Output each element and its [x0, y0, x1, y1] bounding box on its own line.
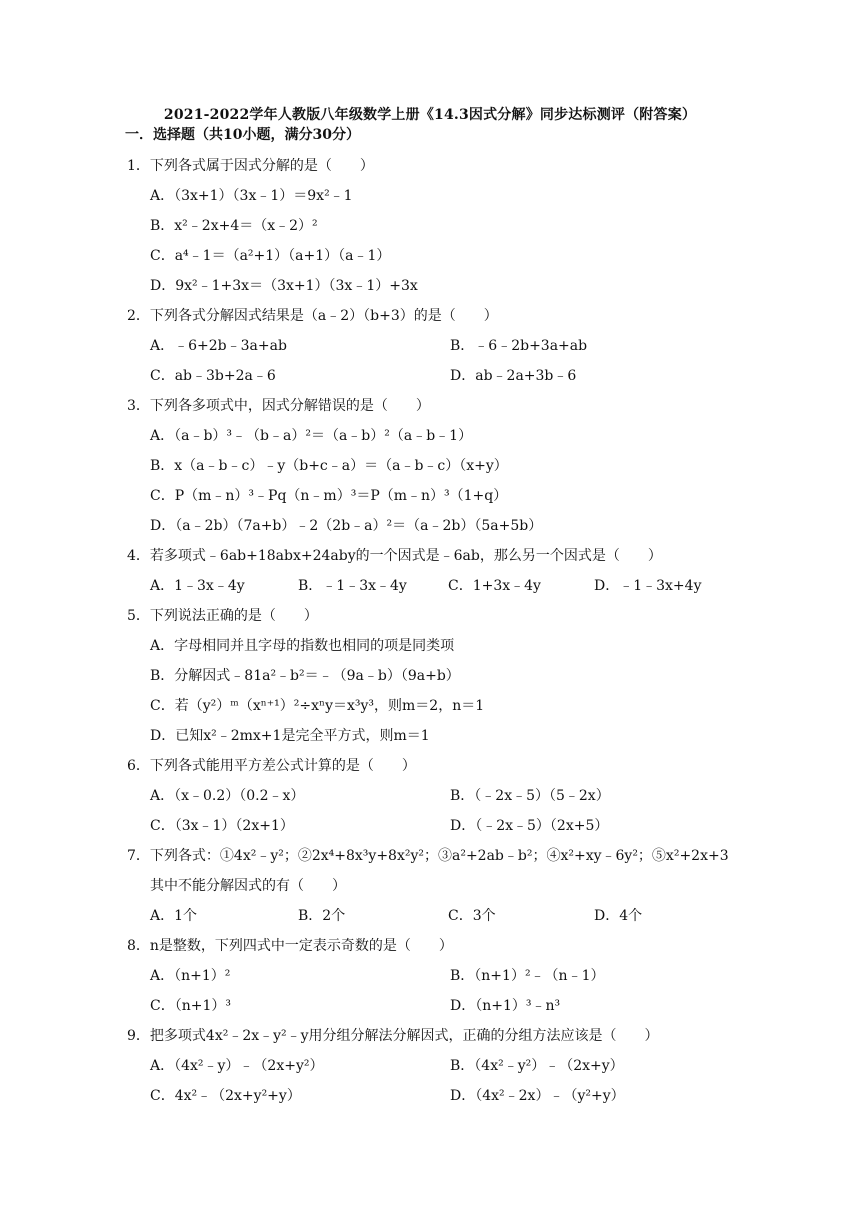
document-title: 2021-2022学年人教版八年级数学上册《14.3因式分解》同步达标测评（附答案） — [163, 107, 697, 123]
question-4-option-d: D．﹣1﹣3x+4y — [594, 578, 702, 594]
question-5-option-b: B．分解因式﹣81a²﹣b²＝﹣（9a﹣b）（9a+b） — [150, 668, 460, 684]
question-8-option-c: C．（n+1）³ — [150, 998, 231, 1014]
question-5-stem: 5．下列说法正确的是（ ） — [127, 608, 318, 624]
question-1-option-c: C．a⁴﹣1＝（a²+1）（a+1）（a﹣1） — [150, 248, 391, 264]
question-7-stem: 7．下列各式：①4x²﹣y²；②2x⁴+8x³y+8x²y²；③a²+2ab﹣b²；④x²+xy﹣6y²；⑤x²+2x+3 — [127, 848, 729, 864]
question-1-option-d: D．9x²﹣1+3x＝（3x+1）（3x﹣1）+3x — [150, 278, 418, 294]
question-8-option-d: D．（n+1）³﹣n³ — [450, 998, 561, 1014]
question-5-option-a: A．字母相同并且字母的指数也相同的项是同类项 — [150, 638, 455, 654]
question-3-option-d: D．（a﹣2b）（7a+b）﹣2（2b﹣a）²＝（a﹣2b）（5a+5b） — [150, 518, 543, 534]
section-heading: 一．选择题（共10小题，满分30分） — [125, 127, 360, 143]
question-1-option-a: A．（3x+1）（3x﹣1）＝9x²﹣1 — [150, 188, 353, 204]
question-2-option-d: D．ab﹣2a+3b﹣6 — [450, 368, 577, 384]
question-4-option-b: B．﹣1﹣3x﹣4y — [298, 578, 407, 594]
question-6-option-a: A．（x﹣0.2）（0.2﹣x） — [150, 788, 305, 804]
question-2-option-b: B．﹣6﹣2b+3a+ab — [450, 338, 588, 354]
question-7-option-b: B．2个 — [298, 908, 346, 924]
question-4-stem: 4．若多项式﹣6ab+18abx+24aby的一个因式是﹣6ab，那么另一个因式是（ ） — [127, 548, 662, 564]
question-6-option-d: D．（﹣2x﹣5）（2x+5） — [450, 818, 609, 834]
question-9-option-b: B．（4x²﹣y²）﹣（2x+y） — [450, 1058, 624, 1074]
question-3-stem: 3．下列各多项式中，因式分解错误的是（ ） — [127, 398, 430, 414]
question-3-option-b: B．x（a﹣b﹣c）﹣y（b+c﹣a）＝（a﹣b﹣c）（x+y） — [150, 458, 508, 474]
question-3-option-a: A．（a﹣b）³﹣（b﹣a）²＝（a﹣b）²（a﹣b﹣1） — [150, 428, 473, 444]
question-5-option-c: C．若（y²）ᵐ（xⁿ⁺¹）²÷xⁿy＝x³y³，则m＝2，n＝1 — [150, 698, 485, 714]
question-8-option-a: A．（n+1）² — [150, 968, 231, 984]
question-9-option-d: D．（4x²﹣2x）﹣（y²+y） — [450, 1088, 625, 1104]
question-7-stem-continued: 其中不能分解因式的有（ ） — [150, 878, 346, 894]
question-6-option-c: C．（3x﹣1）（2x+1） — [150, 818, 294, 834]
question-7-option-a: A．1个 — [150, 908, 198, 924]
question-7-option-d: D．4个 — [594, 908, 643, 924]
question-8-stem: 8．n是整数，下列四式中一定表示奇数的是（ ） — [127, 938, 453, 954]
question-1-stem: 1．下列各式属于因式分解的是（ ） — [127, 158, 374, 174]
question-1-option-b: B．x²﹣2x+4＝（x﹣2）² — [150, 218, 318, 234]
question-9-stem: 9．把多项式4x²﹣2x﹣y²﹣y用分组分解法分解因式，正确的分组方法应该是（ ） — [127, 1028, 659, 1044]
question-8-option-b: B．（n+1）²﹣（n﹣1） — [450, 968, 605, 984]
question-6-stem: 6．下列各式能用平方差公式计算的是（ ） — [127, 758, 416, 774]
question-2-option-c: C．ab﹣3b+2a﹣6 — [150, 368, 276, 384]
question-6-option-b: B．（﹣2x﹣5）（5﹣2x） — [450, 788, 610, 804]
question-3-option-c: C．P（m﹣n）³﹣Pq（n﹣m）³＝P（m﹣n）³（1+q） — [150, 488, 508, 504]
question-7-option-c: C．3个 — [448, 908, 496, 924]
question-9-option-c: C．4x²﹣（2x+y²+y） — [150, 1088, 301, 1104]
question-4-option-c: C．1+3x﹣4y — [448, 578, 541, 594]
question-9-option-a: A．（4x²﹣y）﹣（2x+y²） — [150, 1058, 324, 1074]
question-2-stem: 2．下列各式分解因式结果是（a﹣2）（b+3）的是（ ） — [127, 308, 498, 324]
question-4-option-a: A．1﹣3x﹣4y — [150, 578, 245, 594]
question-2-option-a: A．﹣6+2b﹣3a+ab — [150, 338, 287, 354]
question-5-option-d: D．已知x²﹣2mx+1是完全平方式，则m＝1 — [150, 728, 430, 744]
